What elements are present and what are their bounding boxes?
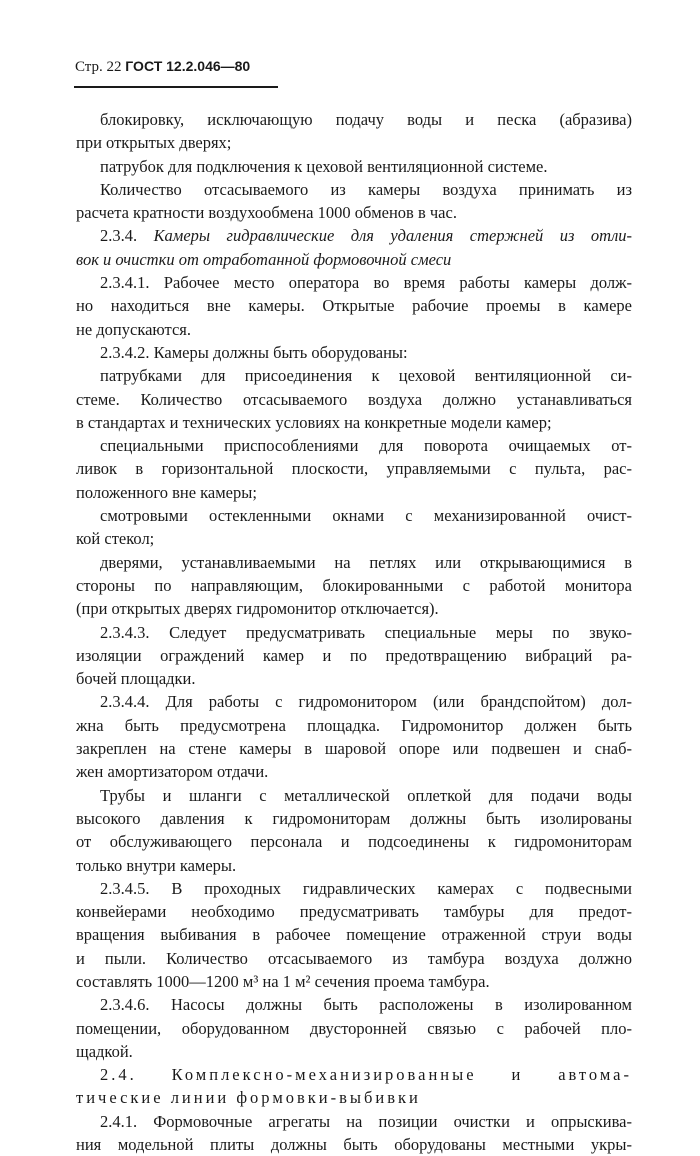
- document-body: [76, 108, 632, 1156]
- text-line: смотровыми остекленными окнами с механизированной очист-: [100, 506, 632, 526]
- text-line: закреплен на стене камеры в шаровой опоре или подвешен и снаб-: [76, 739, 632, 759]
- text-line: кой стекол;: [76, 529, 155, 549]
- text-line: 2.4. Комплексно-механизированные и автома-: [100, 1065, 632, 1085]
- text-line: 2.3.4.1. Рабочее место оператора во время работы камеры долж-: [100, 273, 632, 293]
- text-line: бочей площадки.: [76, 669, 196, 689]
- text-line: 2.3.4.5. В проходных гидравлических камерах с подвесными: [100, 878, 632, 898]
- text-line: жен амортизатором отдачи.: [76, 762, 269, 782]
- text-line: Количество отсасываемого из камеры воздуха принимать из: [100, 179, 632, 199]
- text-line: только внутри камеры.: [76, 855, 237, 875]
- text-line: 2.4.1. Формовочные агрегаты на позиции очистки и опрыскива-: [100, 1111, 632, 1131]
- text-line: ния модельной плиты должны быть оборудованы местными укры-: [76, 1135, 632, 1155]
- text-line: стеме. Количество отсасываемого воздуха должно устанавливаться: [76, 389, 632, 409]
- text-line: ливок в горизонтальной плоскости, управляемыми с пульта, рас-: [76, 459, 632, 479]
- text-line: 2.3.4.3. Следует предусматривать специальные меры по звуко-: [100, 622, 632, 642]
- text-line: не допускаются.: [76, 319, 191, 339]
- page-header: [75, 58, 250, 76]
- text-line: жна быть предусмотрена площадка. Гидромонитор должен быть: [76, 715, 632, 735]
- text-line: 2.3.4. Камеры гидравлические для удаления стержней из отли-: [100, 226, 632, 246]
- text-line: от обслуживающего персонала и подсоединены к гидромониторам: [76, 832, 632, 852]
- text-line: составлять 1000—1200 м³ на 1 м² сечения проема тамбура.: [76, 971, 490, 991]
- text-line: высокого давления к гидромониторам должны быть изолированы: [76, 808, 632, 828]
- text-line: вращения выбивания в рабочее помещение отраженной струи воды: [76, 925, 632, 945]
- text-line: Трубы и шланги с металлической оплеткой для подачи воды: [100, 785, 632, 805]
- text-line: щадкой.: [76, 1041, 133, 1061]
- text-line: тические линии формовки-выбивки: [76, 1088, 421, 1108]
- text-line: изоляции ограждений камер и по предотвращению вибраций ра-: [76, 645, 632, 665]
- text-line: (при открытых дверях гидромонитор отключается).: [76, 599, 439, 619]
- text-line: патрубок для подключения к цеховой вентиляционной системе.: [100, 156, 548, 176]
- text-line: 2.3.4.2. Камеры должны быть оборудованы:: [100, 342, 408, 362]
- text-line: помещении, оборудованном двусторонней связью с рабочей пло-: [76, 1018, 632, 1038]
- text-line: но находиться вне камеры. Открытые рабочие проемы в камере: [76, 296, 632, 316]
- text-line: конвейерами необходимо предусматривать тамбуры для предот-: [76, 902, 632, 922]
- page-number: Стр. 22: [75, 59, 122, 75]
- text-line: стороны по направляющим, блокированными с работой монитора: [76, 575, 632, 595]
- text-line: при открытых дверях;: [76, 133, 232, 153]
- text-line: положенного вне камеры;: [76, 482, 257, 502]
- text-line: специальными приспособлениями для поворота очищаемых от-: [100, 436, 632, 456]
- text-line: патрубками для присоединения к цеховой вентиляционной си-: [100, 366, 632, 386]
- text-line: вок и очистки от отработанной формовочной смеси: [76, 249, 452, 269]
- text-line: дверями, устанавливаемыми на петлях или открывающимися в: [100, 552, 632, 572]
- text-line: и пыли. Количество отсасываемого из тамбура воздуха должно: [76, 948, 632, 968]
- standard-code: ГОСТ 12.2.046—80: [125, 58, 251, 74]
- text-line: 2.3.4.4. Для работы с гидромонитором (или брандспойтом) дол-: [100, 692, 632, 712]
- header-rule: [74, 86, 278, 88]
- text-line: 2.3.4.6. Насосы должны быть расположены в изолированном: [100, 995, 632, 1015]
- text-line: блокировку, исключающую подачу воды и песка (абразива): [100, 110, 632, 129]
- text-line: в стандартах и технических условиях на конкретные модели камер;: [76, 412, 552, 432]
- text-line: расчета кратности воздухообмена 1000 обменов в час.: [76, 203, 457, 223]
